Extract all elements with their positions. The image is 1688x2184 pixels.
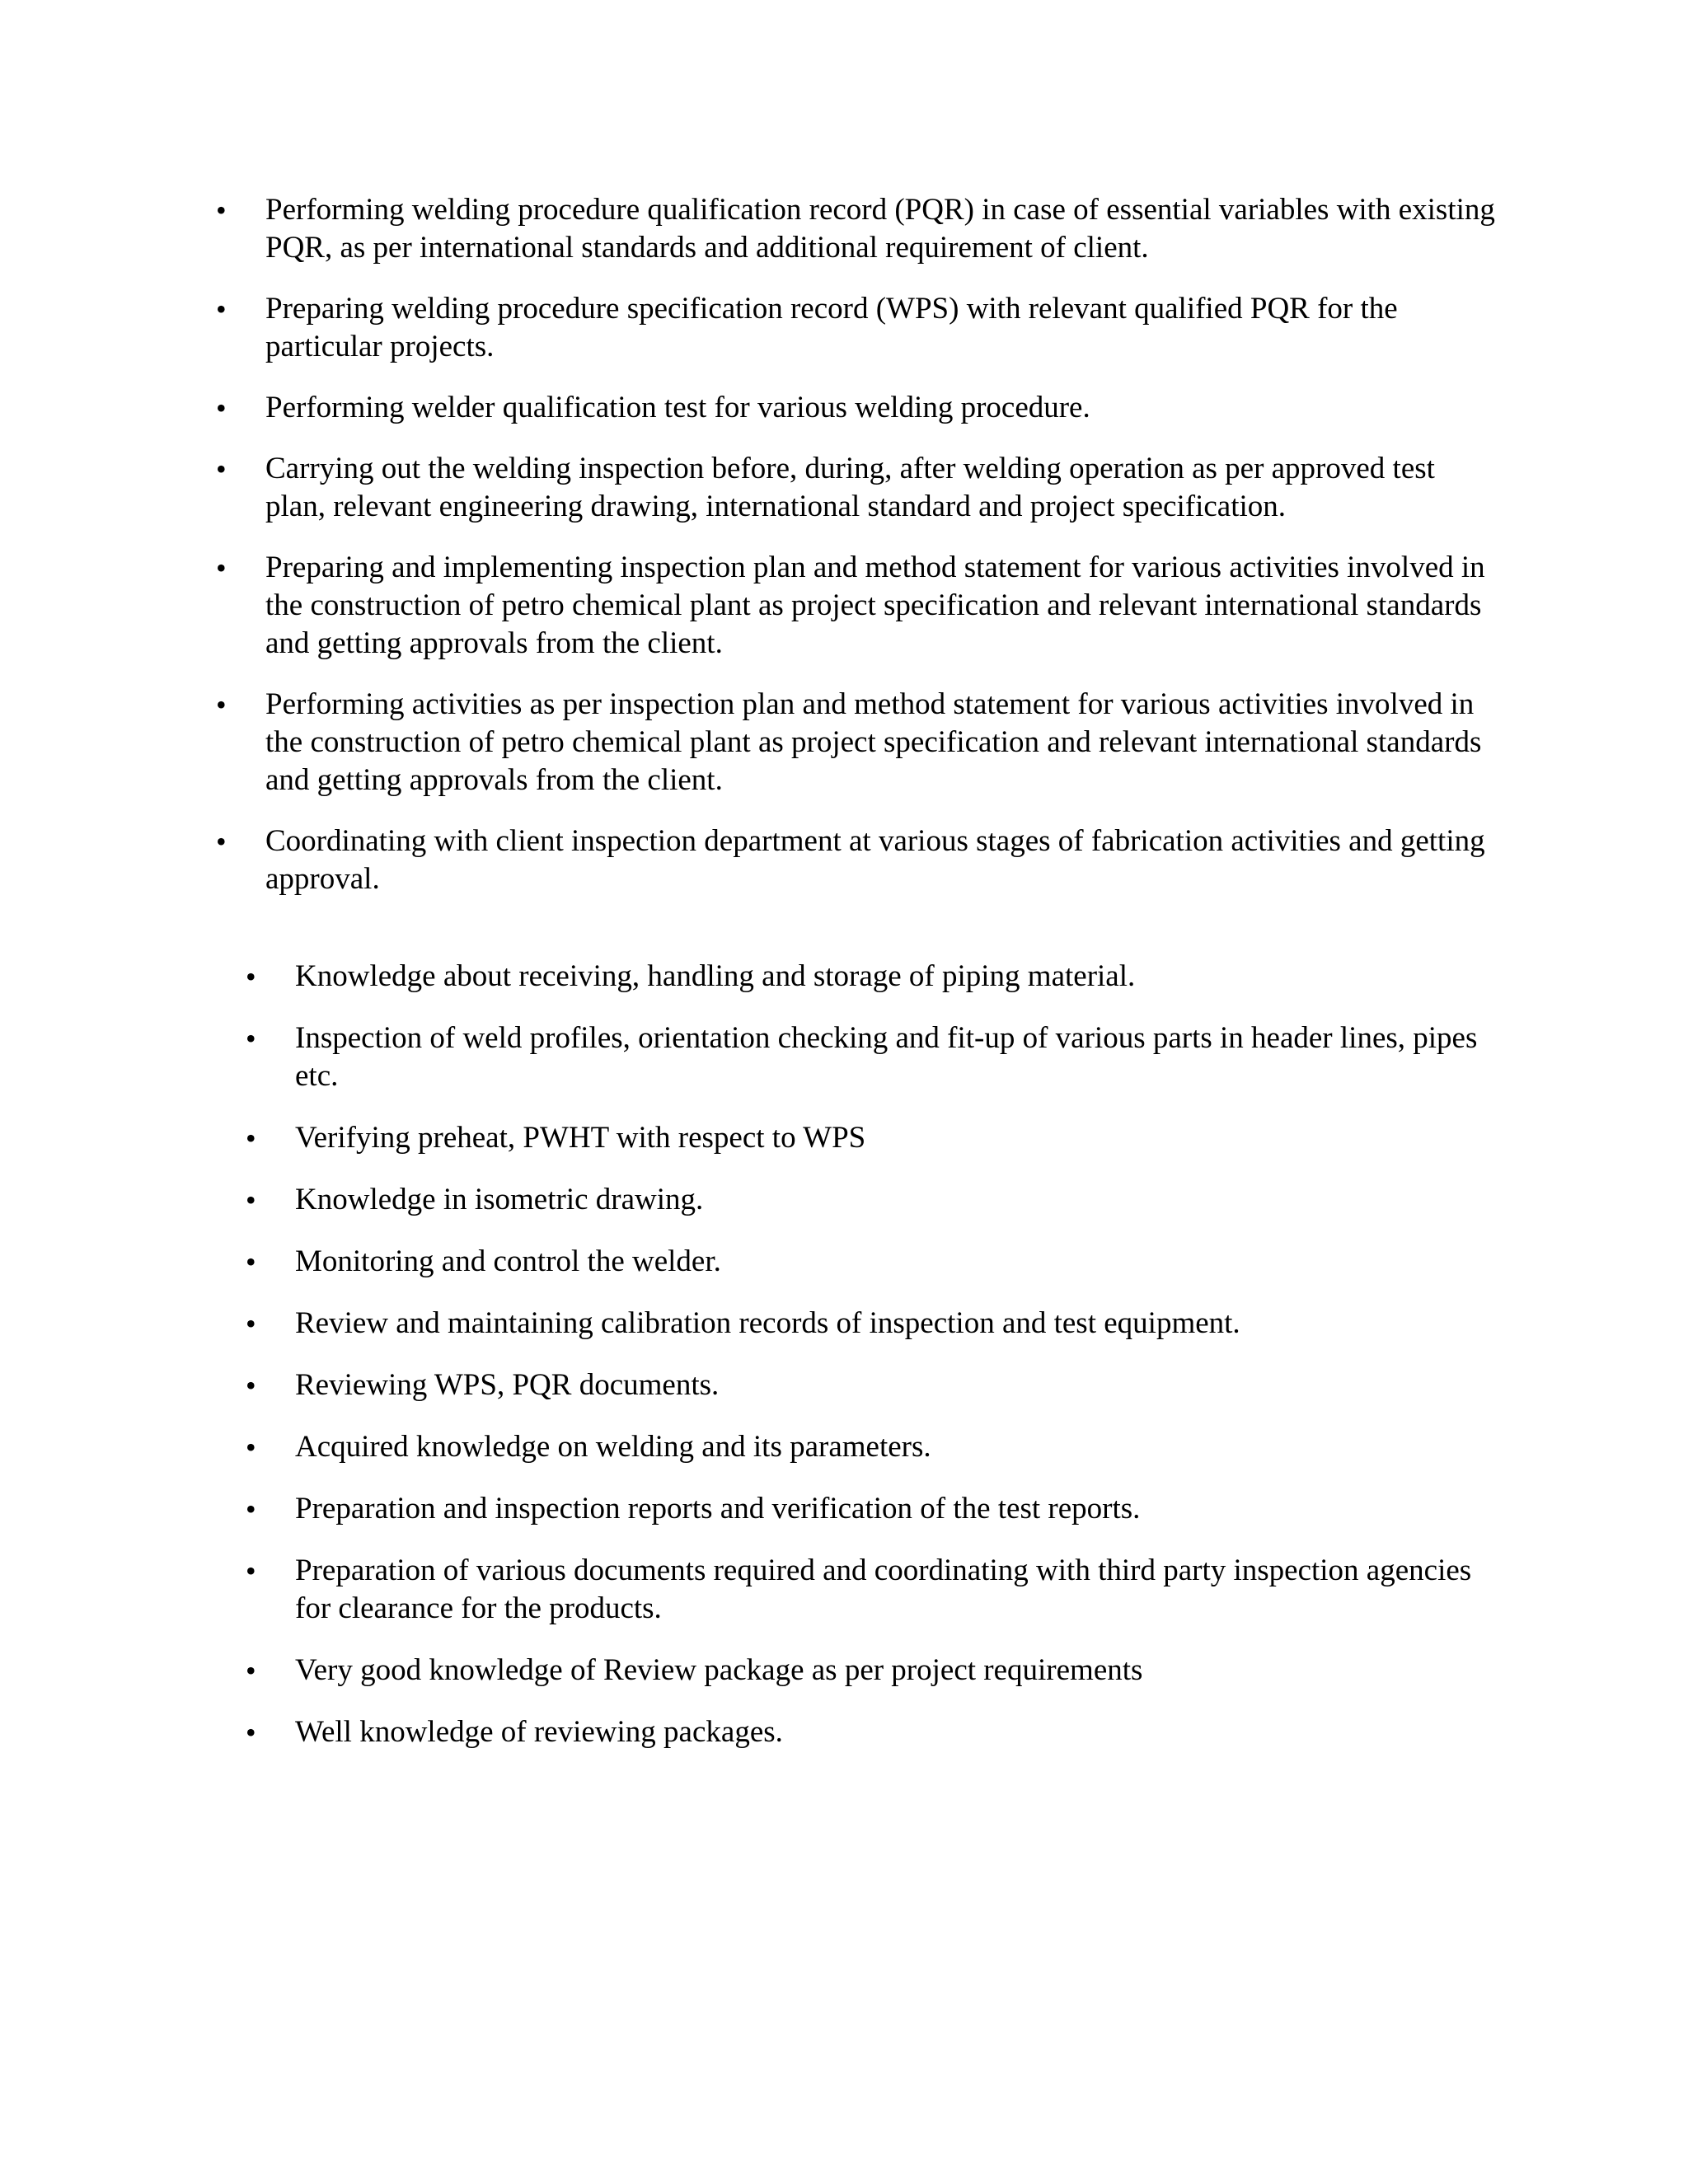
list-item — [216, 191, 1502, 267]
bullet-icon: • — [246, 1431, 256, 1464]
list-item-text: Knowledge about receiving, handling and storage of piping material. — [295, 959, 1136, 993]
list-item-text: Performing activities as per inspection plan and method statement for various activities involved in the construction of petro chemical plant as project specification and relevant international standards and getting approvals from the client. — [265, 687, 1482, 797]
bullet-icon: • — [246, 1716, 256, 1749]
bullet-icon: • — [246, 1493, 256, 1526]
list-item — [246, 1019, 1507, 1095]
list-item — [246, 1119, 1507, 1157]
bullet-icon: • — [246, 1554, 256, 1587]
list-item-text: Knowledge in isometric drawing. — [295, 1183, 704, 1216]
bullet-icon: • — [246, 1122, 256, 1155]
bullet-icon: • — [246, 1654, 256, 1687]
list-item-text: Verifying preheat, PWHT with respect to WPS — [295, 1121, 866, 1155]
list-item-text: Well knowledge of reviewing packages. — [295, 1715, 783, 1749]
list-item-text: Very good knowledge of Review package as per project requirements — [295, 1653, 1143, 1687]
list-item — [246, 1243, 1507, 1281]
bullet-icon: • — [216, 551, 227, 584]
bullet-icon: • — [246, 1022, 256, 1055]
list-item-text: Preparation and inspection reports and verification of the test reports. — [295, 1492, 1141, 1526]
list-item-text: Performing welder qualification test for various welding procedure. — [265, 391, 1090, 424]
list-item-text: Preparation of various documents required and coordinating with third party inspection agencies for clearance for the products. — [295, 1554, 1472, 1625]
list-item-text: Preparing and implementing inspection plan and method statement for various activities involved in the construction of petro chemical plant as project specification and relevant international standards and getting approvals from the client. — [265, 551, 1485, 660]
bullet-icon: • — [216, 194, 227, 227]
list-item — [246, 1652, 1507, 1690]
list-item — [246, 958, 1507, 996]
list-item-text: Inspection of weld profiles, orientation checking and fit-up of various parts in header lines, pipes etc. — [295, 1021, 1478, 1093]
bullet-icon: • — [216, 293, 227, 326]
list-item-text: Carrying out the welding inspection before, during, after welding operation as per approved test plan, relevant engineering drawing, international standard and project specification. — [265, 452, 1435, 523]
list-item-text: Coordinating with client inspection department at various stages of fabrication activities and getting approval. — [265, 824, 1485, 896]
bullet-icon: • — [216, 452, 227, 485]
list-item-text: Review and maintaining calibration records of inspection and test equipment. — [295, 1306, 1240, 1340]
list-item — [246, 1366, 1507, 1404]
bullet-icon: • — [246, 1307, 256, 1340]
list-item-text: Acquired knowledge on welding and its parameters. — [295, 1430, 931, 1464]
list-item — [246, 1713, 1507, 1751]
bullet-icon: • — [246, 1245, 256, 1278]
secondary-bullet-list — [246, 958, 1507, 1775]
list-item — [246, 1181, 1507, 1219]
list-item — [216, 450, 1502, 526]
bullet-icon: • — [246, 960, 256, 993]
list-item-text: Reviewing WPS, PQR documents. — [295, 1368, 720, 1402]
bullet-icon: • — [216, 688, 227, 721]
bullet-icon: • — [216, 391, 227, 424]
list-item — [246, 1490, 1507, 1528]
list-item — [216, 549, 1502, 663]
bullet-icon: • — [246, 1183, 256, 1216]
list-item-text: Performing welding procedure qualification record (PQR) in case of essential variables with existing PQR, as per international standards and additional requirement of client. — [265, 193, 1495, 265]
primary-bullet-list — [216, 191, 1502, 921]
list-item — [246, 1428, 1507, 1466]
list-item — [216, 290, 1502, 366]
list-item — [246, 1552, 1507, 1628]
bullet-icon: • — [216, 825, 227, 858]
list-item — [216, 686, 1502, 799]
list-item-text: Preparing welding procedure specification record (WPS) with relevant qualified PQR for the particular projects. — [265, 292, 1398, 363]
list-item — [216, 389, 1502, 427]
bullet-icon: • — [246, 1369, 256, 1402]
list-item — [246, 1305, 1507, 1343]
list-item — [216, 823, 1502, 898]
list-item-text: Monitoring and control the welder. — [295, 1244, 721, 1278]
